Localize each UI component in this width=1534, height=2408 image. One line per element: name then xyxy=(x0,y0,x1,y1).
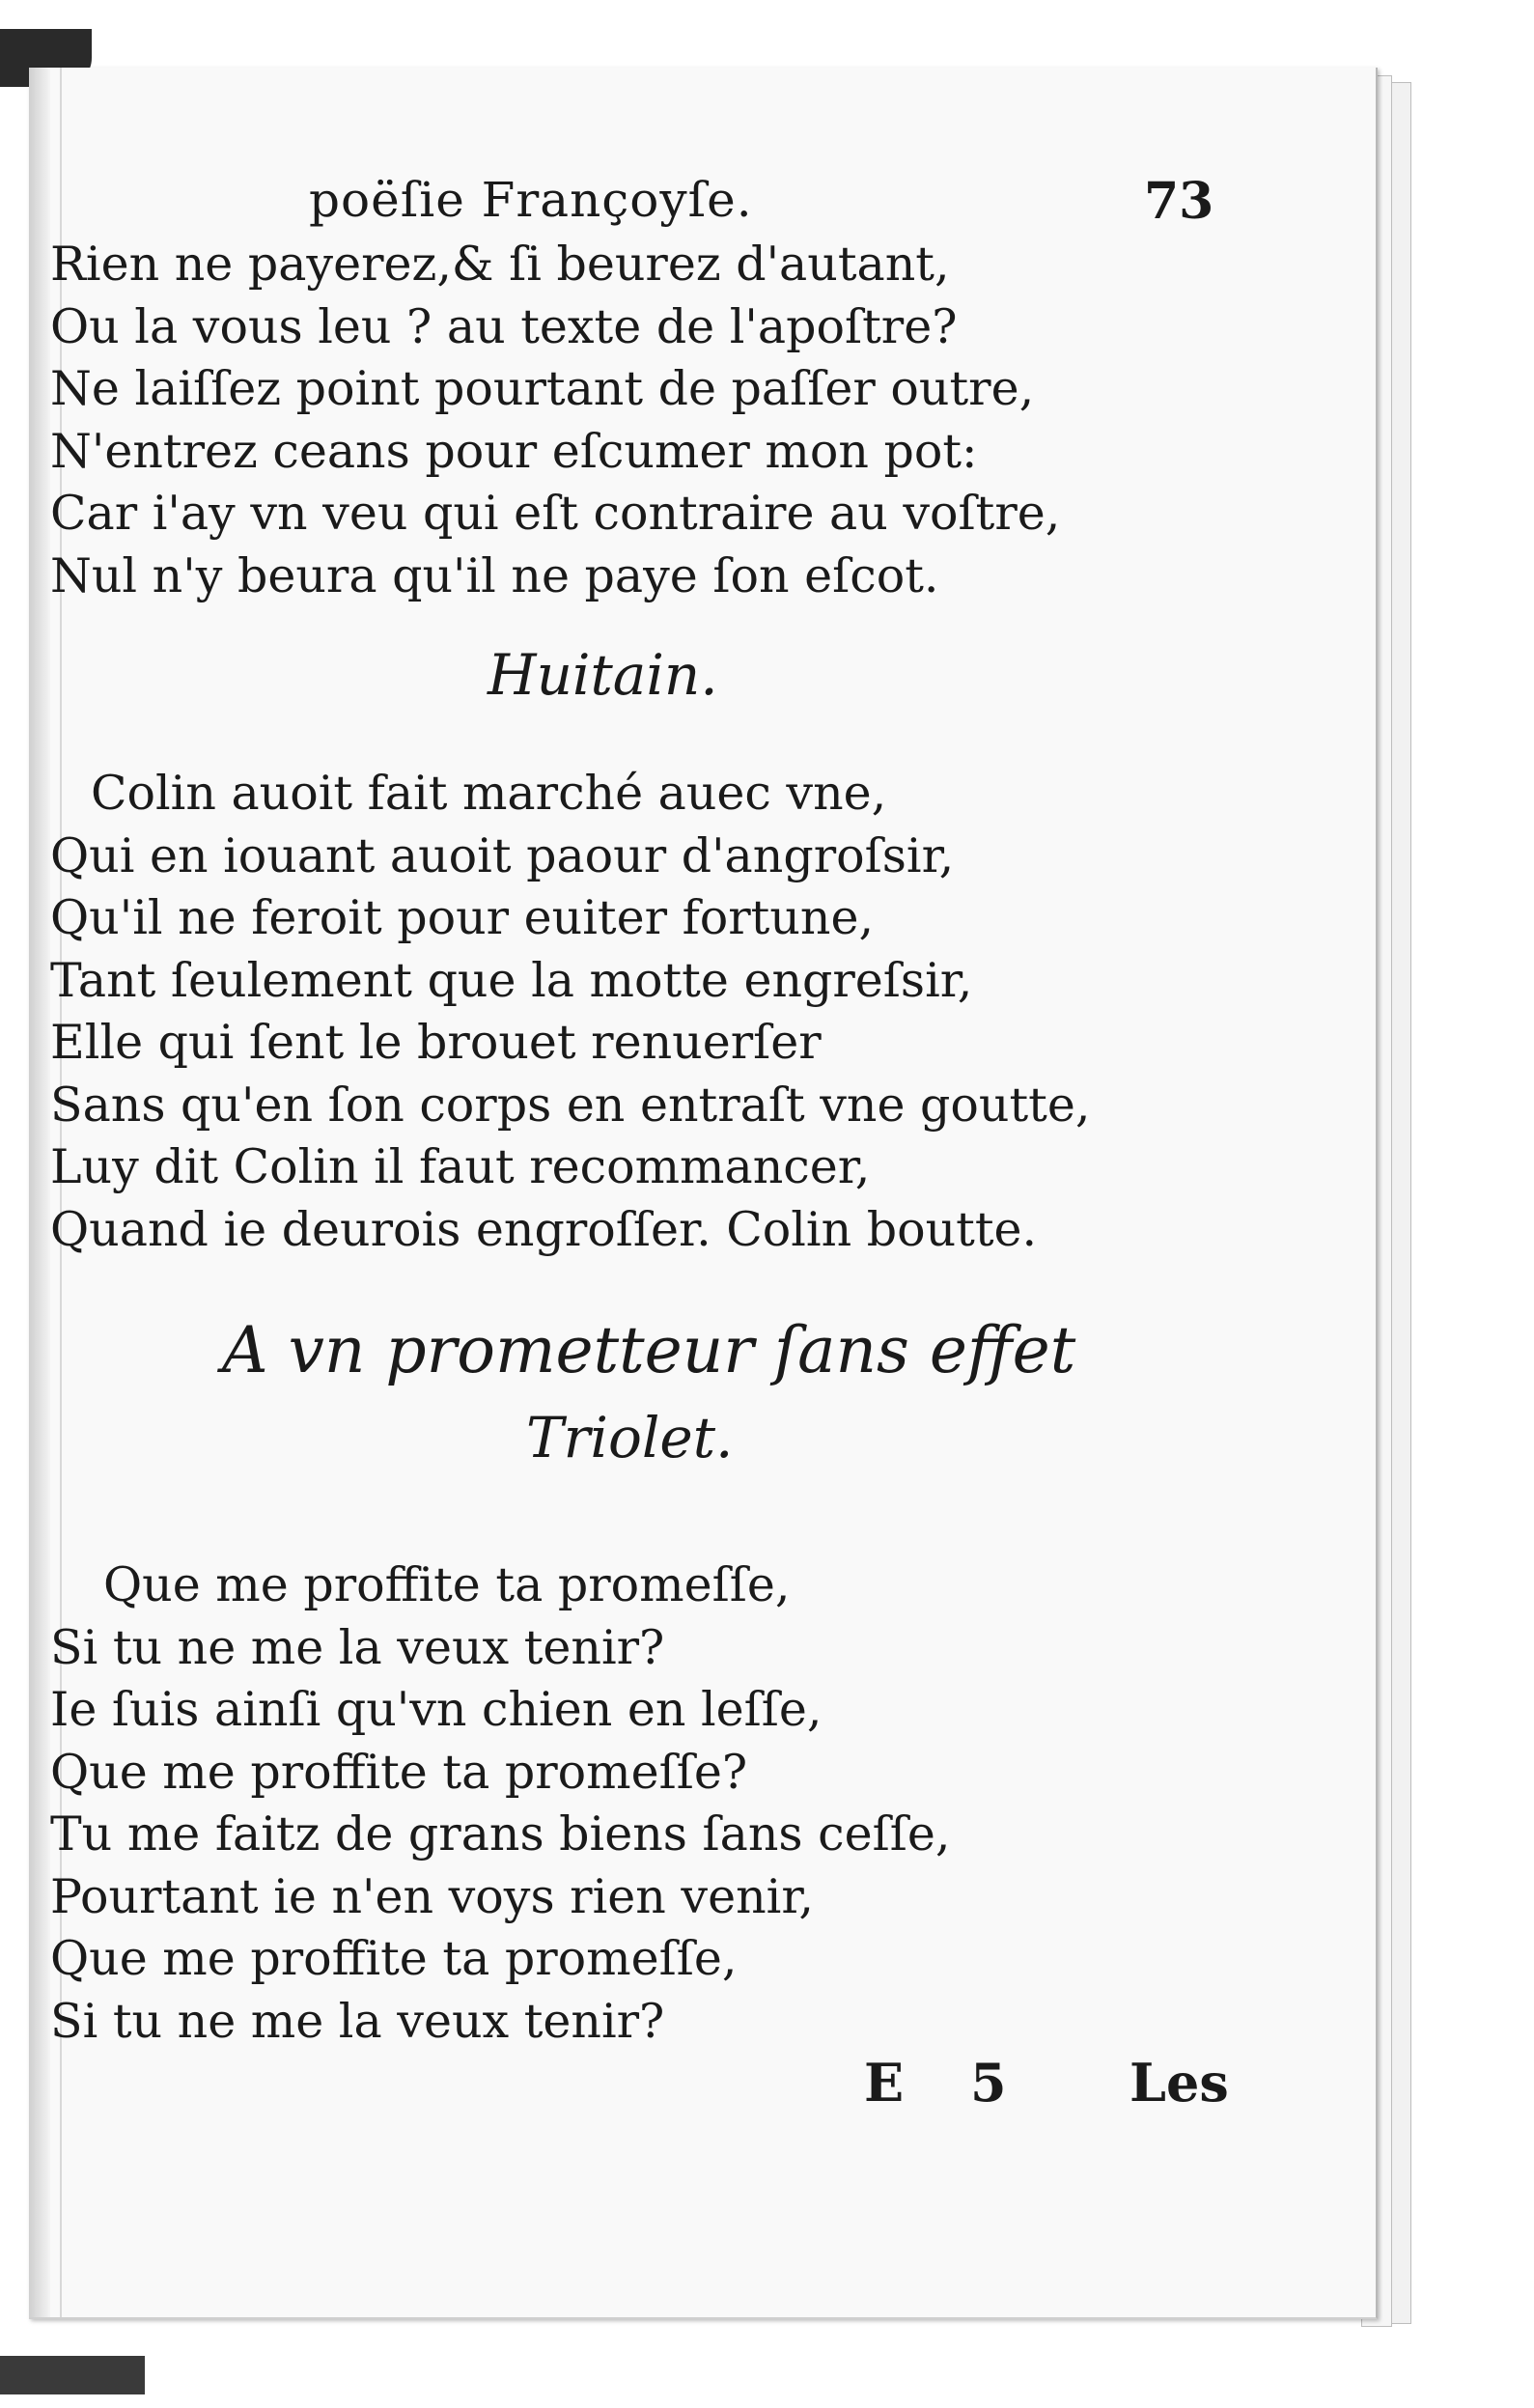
running-title: poëſie Françoyſe. xyxy=(309,172,753,228)
huitain-title: Huitain. xyxy=(488,642,718,708)
verse-line: Sans qu'en ſon corps en entraſt vne goutte, xyxy=(50,1077,1091,1133)
verse-line: Pourtant ie n'en voys rien venir, xyxy=(50,1868,814,1924)
verse-line: Que me proffite ta promeſſe? xyxy=(50,1744,748,1800)
page-number: 73 xyxy=(1144,172,1214,231)
verse-line: Que me proffite ta promeſſe, xyxy=(103,1557,791,1612)
verse-line: N'entrez ceans pour eſcumer mon pot: xyxy=(50,423,978,479)
book-binding-bottom xyxy=(0,2356,145,2394)
verse-line: Tant ſeulement que la motte engreſsir, xyxy=(50,952,973,1008)
verse-line: Qu'il ne feroit pour euiter fortune, xyxy=(50,890,875,945)
verse-line: Rien ne payerez,& ſi beurez d'autant, xyxy=(50,237,950,292)
signature-number: 5 xyxy=(970,2052,1007,2114)
triolet-dedication-title: A vn prometteur ſans effet xyxy=(222,1313,1076,1387)
verse-line: Ou la vous leu ? au texte de l'apoſtre? xyxy=(50,298,958,354)
page-gutter xyxy=(29,68,50,2317)
verse-line: Colin auoit fait marché auec vne, xyxy=(91,766,887,821)
stanza-one xyxy=(50,234,1060,607)
verse-line: Tu me faitz de grans biens ſans ceſſe, xyxy=(50,1806,951,1862)
triolet-poem xyxy=(50,1554,950,2053)
verse-line: Si tu ne me la veux tenir? xyxy=(50,1619,665,1675)
verse-line: Ie ſuis ainſi qu'vn chien en leſſe, xyxy=(50,1682,823,1737)
verse-line: Car i'ay vn veu qui eſt contraire au voſtre, xyxy=(50,486,1061,541)
huitain-poem xyxy=(50,763,1090,1261)
catchword: Les xyxy=(1130,2052,1229,2114)
verse-line: Que me proffite ta promeſſe, xyxy=(50,1931,738,1986)
verse-line: Qui en iouant auoit paour d'angroſsir, xyxy=(50,827,955,883)
verse-line: Luy dit Colin il faut recommancer, xyxy=(50,1139,871,1194)
verse-line: Nul n'y beura qu'il ne paye ſon eſcot. xyxy=(50,547,939,603)
triolet-title: Triolet. xyxy=(526,1405,734,1470)
verse-line: Ne laiſſez point pourtant de paſſer outre, xyxy=(50,361,1035,416)
verse-line: Si tu ne me la veux tenir? xyxy=(50,1993,665,2049)
verse-line: Elle qui ſent le brouet renuerſer xyxy=(50,1015,822,1070)
signature-mark: E xyxy=(864,2052,905,2114)
verse-line: Quand ie deurois engroſſer. Colin boutte. xyxy=(50,1201,1038,1257)
